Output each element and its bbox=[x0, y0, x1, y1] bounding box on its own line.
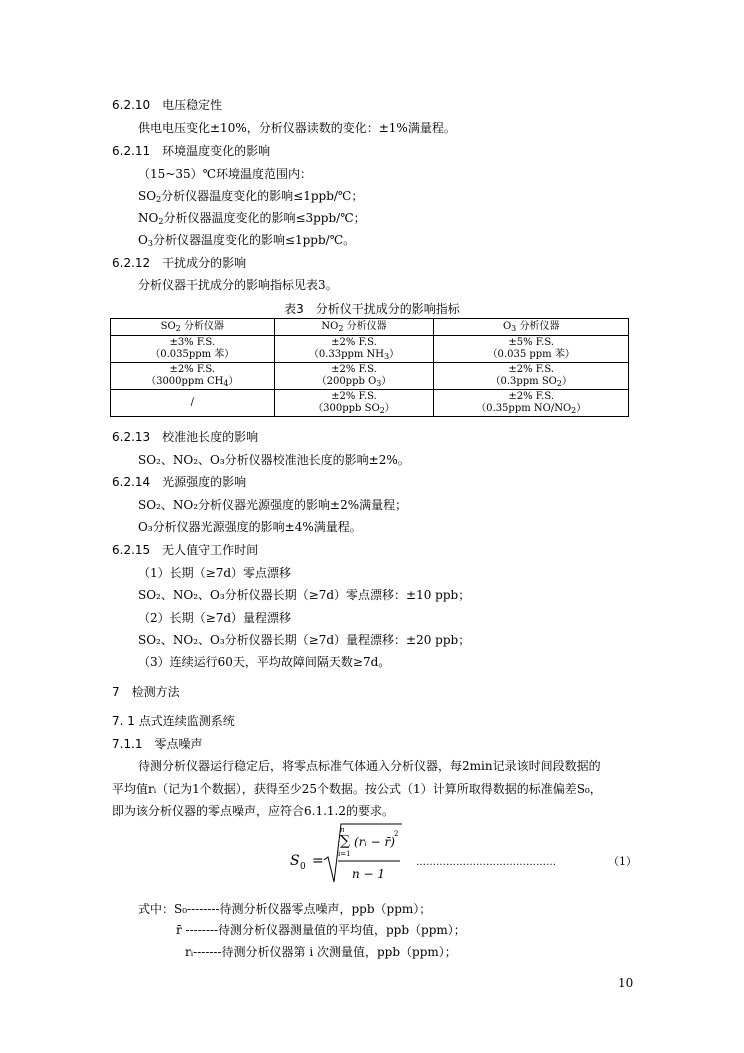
table-cell: ±2% F.S. （300ppb $SO_2$） bbox=[274, 390, 434, 417]
legend-line-2: r̄ --------待测分析仪器测量值的平均值，ppb（ppm）； bbox=[176, 923, 466, 937]
table-cell: ±2% F.S. （0.33ppm $NH_3$） bbox=[274, 336, 434, 363]
interference-table bbox=[110, 318, 629, 417]
heading-7: 7 检测方法 bbox=[112, 685, 180, 699]
para-7-1-1-line1: 待测分析仪器运行稳定后，将零点标准气体通入分析仪器，每2min记录该时间段数据的 bbox=[138, 759, 601, 773]
denominator: n − 1 bbox=[352, 867, 386, 881]
table-row bbox=[111, 336, 629, 363]
formula-equals: = bbox=[312, 853, 324, 869]
heading-6-2-10: 6.2.10 电压稳定性 bbox=[112, 98, 223, 112]
heading-7-1: 7. 1 点式连续监测系统 bbox=[112, 714, 235, 728]
item-3: （3）连续运行60天，平均故障间隔天数≥7d。 bbox=[138, 655, 391, 669]
table-header-cell: $SO_2$ 分析仪器 bbox=[111, 319, 275, 336]
para-7-1-1-line2: 平均值rᵢ（记为1个数据），获得至少25个数据。按公式（1）计算所取得数据的标准偏差S₀， bbox=[112, 782, 602, 796]
item-1: （1）长期（≥7d）零点漂移 bbox=[138, 566, 292, 580]
table-row bbox=[111, 390, 629, 417]
legend-line-1: 式中：S₀--------待测分析仪器零点噪声，ppb（ppm）； bbox=[138, 902, 432, 916]
body-6-2-12: 分析仪器干扰成分的影响指标见表3。 bbox=[138, 278, 338, 292]
body-6-2-14-line2: O₃分析仪器光源强度的影响±4%满量程。 bbox=[138, 520, 362, 534]
table-header-cell: $O_3$ 分析仪器 bbox=[434, 319, 629, 336]
heading-6-2-12: 6.2.12 干扰成分的影响 bbox=[112, 256, 247, 270]
table-caption: 表3 分析仪干扰成分的影响指标 bbox=[284, 302, 460, 316]
table-cell: ±2% F.S. （3000ppm $CH_4$） bbox=[111, 363, 275, 390]
body-6-2-13: SO₂、NO₂、O₃分析仪器校准池长度的影响±2%。 bbox=[138, 453, 410, 467]
heading-6-2-13: 6.2.13 校准池长度的影响 bbox=[112, 430, 259, 444]
o3-temp-line: $O_3$分析仪器温度变化的影响≤1ppb/℃。 bbox=[138, 233, 356, 248]
table-cell: ±2% F.S. （0.3ppm $SO_2$） bbox=[434, 363, 629, 390]
page-number: 10 bbox=[618, 976, 634, 990]
table-cell: ±5% F.S. （0.035 ppm 苯） bbox=[434, 336, 629, 363]
so2-temp-line: $SO_2$分析仪器温度变化的影响≤1ppb/℃； bbox=[138, 189, 364, 204]
std-dev-formula bbox=[290, 820, 640, 890]
legend-line-3: rᵢ-------待测分析仪器第 i 次测量值，ppb（ppm）； bbox=[185, 945, 457, 959]
no2-temp-line: $NO_2$分析仪器温度变化的影响≤3ppb/℃； bbox=[138, 211, 366, 226]
formula-lhs-sub: 0 bbox=[300, 862, 306, 872]
sum-icon: ∑ bbox=[340, 833, 350, 849]
heading-6-2-14: 6.2.14 光源强度的影响 bbox=[112, 475, 247, 489]
table-cell: / bbox=[111, 390, 275, 417]
body-6-2-10: 供电电压变化±10%，分析仪器读数的变化：±1%满量程。 bbox=[138, 121, 456, 135]
formula-lhs: S bbox=[290, 853, 300, 869]
table-header-cell: $NO_2$ 分析仪器 bbox=[274, 319, 434, 336]
item-2: （2）长期（≥7d）量程漂移 bbox=[138, 611, 292, 625]
formula-dots: …………………………………… bbox=[416, 857, 556, 868]
body-6-2-14-line1: SO₂、NO₂分析仪器光源强度的影响±2%满量程； bbox=[138, 498, 408, 512]
heading-7-1-1: 7.1.1 零点噪声 bbox=[112, 737, 203, 751]
table-cell: ±2% F.S. （200ppb $O_3$） bbox=[274, 363, 434, 390]
range-6-2-11: （15~35）℃环境温度范围内： bbox=[138, 167, 313, 181]
table-cell: ±2% F.S. （0.35ppm $NO/NO_2$） bbox=[434, 390, 629, 417]
heading-6-2-15: 6.2.15 无人值守工作时间 bbox=[112, 543, 259, 557]
power: 2 bbox=[394, 830, 399, 838]
para-7-1-1-line3: 即为该分析仪器的零点噪声，应符合6.1.1.2的要求。 bbox=[112, 804, 394, 818]
sum-lower: i=1 bbox=[338, 850, 351, 858]
numerator: (rᵢ − r̄) bbox=[354, 835, 395, 849]
sum-upper: n bbox=[340, 826, 345, 834]
item-1-body: SO₂、NO₂、O₃分析仪器长期（≥7d）零点漂移：±10 ppb； bbox=[138, 588, 471, 602]
heading-6-2-11: 6.2.11 环境温度变化的影响 bbox=[112, 144, 271, 158]
table-row bbox=[111, 363, 629, 390]
table-cell: ±3% F.S. （0.035ppm 苯） bbox=[111, 336, 275, 363]
formula-number: （1） bbox=[608, 855, 637, 868]
item-2-body: SO₂、NO₂、O₃分析仪器长期（≥7d）量程漂移：±20 ppb； bbox=[138, 633, 471, 647]
